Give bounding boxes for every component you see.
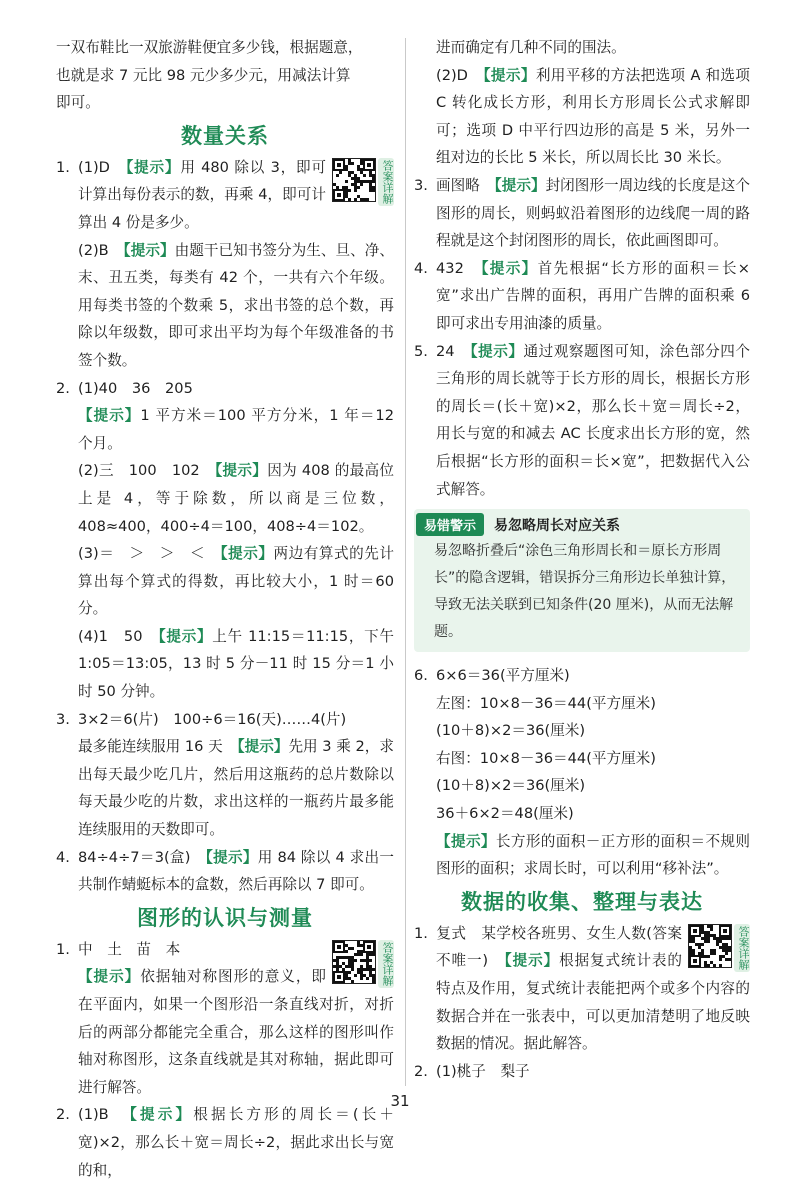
answer-head: (1)D [78,158,110,176]
tip-label: 【提示】 [126,158,181,176]
item-number: 2. [56,379,70,397]
tip-text: 根据复式统计表的特点及作用，复式统计表能把两个或多个内容的数据合并在一张表中，可以更加清楚明了地反映数据的情况。据此解答。 [436,952,750,1053]
warning-badge: 易错警示 [416,513,484,536]
tip-text: 利用平移的方法把选项 A 和选项 C 转化成长方形，利用长方形周长公式求解即可；选项 D 中平行四边形的高是 5 米，另外一组对边的长比 5 米长，所以周长比 30 米长。 [436,66,750,167]
item-number: 6. [414,667,428,685]
answer-head: (2)B [78,241,109,259]
tip-label: 【提示】 [504,952,560,970]
qr-code-icon[interactable] [332,940,376,984]
tip-label: 【提示】 [129,1106,194,1124]
tip-text: 长方形的面积－正方形的面积＝不规则图形的面积；求周长时，可以利用“移补法”。 [436,832,750,878]
geometry-item-4 [414,255,750,338]
page-number: 31 [390,1092,410,1110]
tip-text: 用 480 除以 3，即可计算出每份表示的数，再乘 4，即可计算出 4 份是多少。 [78,158,326,231]
error-warning-box [414,509,750,652]
tip-text: 封闭图形一周边线的长度是这个图形的周长，则蚂蚁沿着图形的边线爬一周的路程就是这个封闭图形的周长，依此画图即可。 [436,176,750,250]
tip-label: 【提示】 [436,832,496,850]
calc-line: (10＋8)×2＝36(厘米) [436,777,586,795]
qr-code-icon[interactable] [688,924,732,968]
answer-head: 画图略 [436,176,480,194]
answer-item-1 [56,154,394,375]
section-title-geometry: 图形的认识与测量 [137,905,313,930]
answer-head: (1)桃子 梨子 [436,1062,530,1080]
item-number: 1. [56,940,70,958]
item-number: 3. [56,710,70,728]
qr-block[interactable] [688,924,750,972]
tip-text: 依据轴对称图形的意义，即在平面内，如果一个图形沿一条直线对折，对折后的两部分都能完全重合，那么这样的图形叫作轴对称图形，这条直线就是其对称轴，据此即可进行解答。 [78,968,394,1096]
tip-label: 【提示】 [123,241,175,259]
qr-code-icon[interactable] [332,158,376,202]
column-divider [405,38,406,1086]
tip-text: 由题干已知书签分为生、旦、净、末、丑五类，每类有 42 个，一共有六个年级。用每类书签的个数乘 5，求出书签的总个数，再除以年级数，即可求出平均为每个年级准备的书签个数。 [78,241,394,369]
answer-item-3 [56,706,394,844]
qr-label: 答案详解 [378,940,394,988]
tip-label: 【提示】 [481,259,538,277]
tip-text: 1 平方米＝100 平方分米，1 年＝12 个月。 [78,407,394,452]
geometry-item-6 [414,662,750,883]
tip-label: 【提示】 [205,848,258,866]
item-number: 5. [414,342,428,360]
answer-head: 最多能连续服用 16 天 [78,738,223,756]
answer-head: 24 [436,342,455,360]
tip-label: 【提示】 [78,407,141,425]
answer-item-2 [56,375,394,706]
answer-head: (4)1 50 [78,627,143,645]
calc-line: (10＋8)×2＝36(厘米) [436,722,586,740]
qr-block[interactable] [332,940,394,988]
item-number: 1. [414,924,428,942]
tip-text: 先用 3 乘 2，求出每天最少吃几片，然后用这瓶药的总片数除以每天最少吃的片数，求出这样的一瓶药片最多能连续服用的天数即可。 [78,738,394,839]
section-title-data: 数据的收集、整理与表达 [461,889,703,914]
qr-label: 答案详解 [378,158,394,206]
geometry-item-3 [414,172,750,255]
calc-line: 右图：10×8－36＝44(平方厘米) [436,749,656,767]
calc-line: 6×6＝36(平方厘米) [436,667,570,685]
qr-block[interactable] [332,158,394,206]
answer-head: (1)40 36 205 [78,379,193,397]
item-number: 1. [56,158,70,176]
item-number: 2. [414,1062,428,1080]
text-line: 一双布鞋比一双旅游鞋便宜多少钱，根据题意， [56,39,363,56]
left-column [56,34,394,1184]
answer-item-4 [56,844,394,899]
tip-label: 【提示】 [78,968,141,986]
geometry-item-2 [56,1101,394,1184]
right-column [414,34,750,1085]
item-number: 2. [56,1106,70,1124]
tip-text: 两边有算式的先计算出每个算式的得数，再比较大小，1 时＝60 分。 [78,545,394,618]
tip-label: 【提示】 [214,462,268,480]
text-line: 进而确定有几种不同的围法。 [436,39,626,56]
tip-label: 【提示】 [237,738,289,756]
tip-text: 用 84 除以 4 求出一共制作蜻蜓标本的盒数，然后再除以 7 即可。 [78,848,394,894]
data-item-1 [414,920,750,1058]
warning-title: 易忽略周长对应关系 [494,517,621,534]
tip-label: 【提示】 [158,627,213,645]
answer-head: 复式 某学校各班男、女生人数(答案不唯一) [436,924,682,970]
answer-head: 84÷4÷7＝3(盒) [78,848,191,866]
calc-line: 左图：10×8－36＝44(平方厘米) [436,694,656,712]
geometry-item-5 [414,338,750,504]
section-title-quantity: 数量关系 [181,123,269,148]
tip-text: 根据长方形的周长＝(长＋宽)×2，那么长＋宽＝周长÷2，据此求出长与宽的和， [78,1106,394,1179]
tip-text: 上午 11:15＝11:15，下午 1:05＝13:05，13 时 5 分－11 时 15 分＝1 小时 50 分钟。 [78,627,394,701]
data-item-2 [414,1058,750,1086]
answer-head: 432 [436,259,464,277]
calc-line: 36＋6×2＝48(厘米) [436,805,574,823]
tip-text: 首先根据“长方形的面积＝长×宽”求出广告牌的面积，再用广告牌的面积乘 6 即可求出专用油漆的质量。 [436,259,750,332]
answer-head: (2)D [436,66,468,84]
geometry-item-2b [414,62,750,172]
answer-head: (2)三 100 102 [78,462,200,480]
text-line: 也就是求 7 元比 98 元少多少元，用减法计算 [56,66,351,84]
answer-head: (3)＝ ＞ ＞ ＜ [78,545,205,563]
tip-text: 通过观察题图可知，涂色部分四个三角形的周长就等于长方形的周长，根据长方形的周长＝(长＋宽)×2，那么长＋宽＝周长÷2，用长与宽的和减去 AC 长度求出长方形的宽，然后根据“长方形的面积＝长×宽”，把数据代入公式解答。 [436,342,750,498]
item-number: 3. [414,176,428,194]
warning-header [414,509,750,536]
tip-label: 【提示】 [220,545,274,563]
tip-label: 【提示】 [470,342,524,360]
tip-text: 因为 408 的最高位上是 4，等于除数，所以商是三位数，408≈400，400÷4＝100，408÷4＝102。 [78,462,394,535]
qr-label: 答案详解 [734,924,750,972]
text-line: 即可。 [56,94,100,112]
warning-body: 易忽略折叠后“涂色三角形周长和＝原长方形周长”的隐含逻辑，错误拆分三角形边长单独计算，导致无法关联到已知条件(20 厘米)，从而无法解题。 [434,543,736,641]
item-number: 4. [414,259,428,277]
geometry-item-1 [56,936,394,1102]
answer-head: 3×2＝6(片) 100÷6＝16(天)……4(片) [78,710,347,728]
item-number: 4. [56,848,70,866]
tip-label: 【提示】 [483,66,536,84]
answer-head: (1)B [78,1106,109,1124]
answer-head: 中 土 苗 本 [78,940,181,958]
tip-label: 【提示】 [494,176,546,194]
